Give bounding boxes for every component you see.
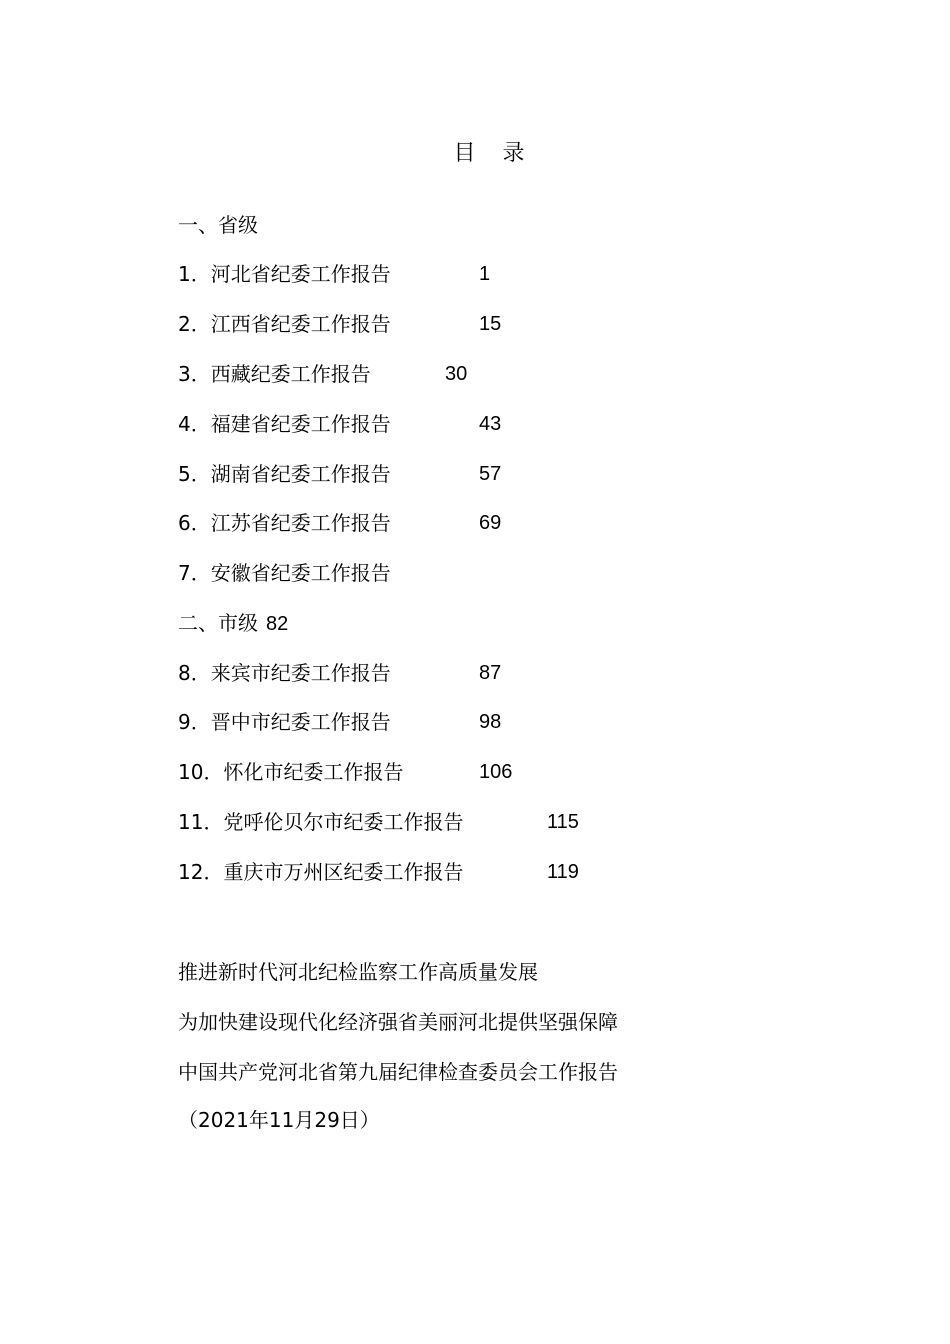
- toc-item-page: 15: [479, 313, 502, 335]
- toc-item-page: 69: [479, 512, 502, 534]
- toc-item-8[interactable]: [178, 658, 502, 688]
- toc-item-page: 115: [547, 811, 579, 833]
- toc-item-text: 湖南省纪委工作报告: [210, 462, 391, 486]
- toc-item-number: 2．: [178, 312, 211, 336]
- toc-title: 目 录: [453, 141, 535, 166]
- toc-item-page: 43: [479, 413, 502, 435]
- toc-item-number: 9．: [178, 710, 211, 734]
- toc-item-text: 晋中市纪委工作报告: [210, 710, 391, 734]
- toc-item-text: 西藏纪委工作报告: [210, 362, 371, 386]
- toc-item-text: 福建省纪委工作报告: [210, 412, 391, 436]
- toc-item-6[interactable]: [178, 508, 502, 538]
- toc-item-number: 11．: [178, 810, 224, 834]
- toc-item-number: 8．: [178, 661, 211, 685]
- toc-item-text: 怀化市纪委工作报告: [223, 760, 404, 784]
- toc-item-number: 7．: [178, 561, 211, 585]
- toc-item-3[interactable]: [178, 359, 468, 389]
- toc-item-9[interactable]: [178, 707, 502, 737]
- toc-item-page: 98: [479, 711, 502, 733]
- toc-item-number: 10．: [178, 760, 224, 784]
- report-title-line-2: 为加快建设现代化经济强省美丽河北提供坚强保障: [178, 1010, 618, 1034]
- toc-item-4[interactable]: [178, 409, 502, 439]
- report-title-line-1: 推进新时代河北纪检监察工作高质量发展: [178, 960, 538, 984]
- toc-item-number: 5．: [178, 462, 211, 486]
- toc-item-number: 3．: [178, 362, 211, 386]
- toc-item-page: 87: [479, 662, 502, 684]
- toc-item-page: 57: [479, 463, 502, 485]
- toc-section-provincial: [178, 210, 258, 240]
- toc-item-7[interactable]: [178, 558, 391, 588]
- toc-item-2[interactable]: [178, 309, 502, 339]
- toc-item-5[interactable]: [178, 459, 502, 489]
- toc-item-12[interactable]: [178, 857, 579, 887]
- toc-item-text: 安徽省纪委工作报告: [210, 561, 391, 585]
- report-date: （2021年11月29日）: [178, 1108, 380, 1132]
- report-title-line-3: 中国共产党河北省第九届纪律检查委员会工作报告: [178, 1060, 618, 1084]
- toc-item-number: 4．: [178, 412, 211, 436]
- toc-section-municipal: [178, 608, 288, 638]
- toc-item-page: 119: [547, 861, 579, 883]
- toc-item-text: 来宾市纪委工作报告: [210, 661, 391, 685]
- toc-section-label: 一、省级: [178, 213, 258, 237]
- toc-item-number: 6．: [178, 511, 211, 535]
- toc-item-text: 河北省纪委工作报告: [210, 262, 391, 286]
- toc-item-text: 党呼伦贝尔市纪委工作报告: [223, 810, 464, 834]
- toc-item-11[interactable]: [178, 807, 579, 837]
- toc-item-10[interactable]: [178, 757, 513, 787]
- toc-item-text: 江西省纪委工作报告: [210, 312, 391, 336]
- toc-item-text: 重庆市万州区纪委工作报告: [223, 860, 464, 884]
- toc-item-page: 106: [479, 761, 513, 783]
- toc-item-page: 30: [445, 363, 468, 385]
- toc-section-label: 二、市级: [178, 611, 258, 635]
- toc-item-text: 江苏省纪委工作报告: [210, 511, 391, 535]
- toc-section-page: 82: [266, 613, 289, 635]
- toc-item-number: 1．: [178, 262, 211, 286]
- toc-item-number: 12．: [178, 860, 224, 884]
- toc-item-1[interactable]: [178, 259, 491, 289]
- toc-item-page: 1: [479, 263, 491, 285]
